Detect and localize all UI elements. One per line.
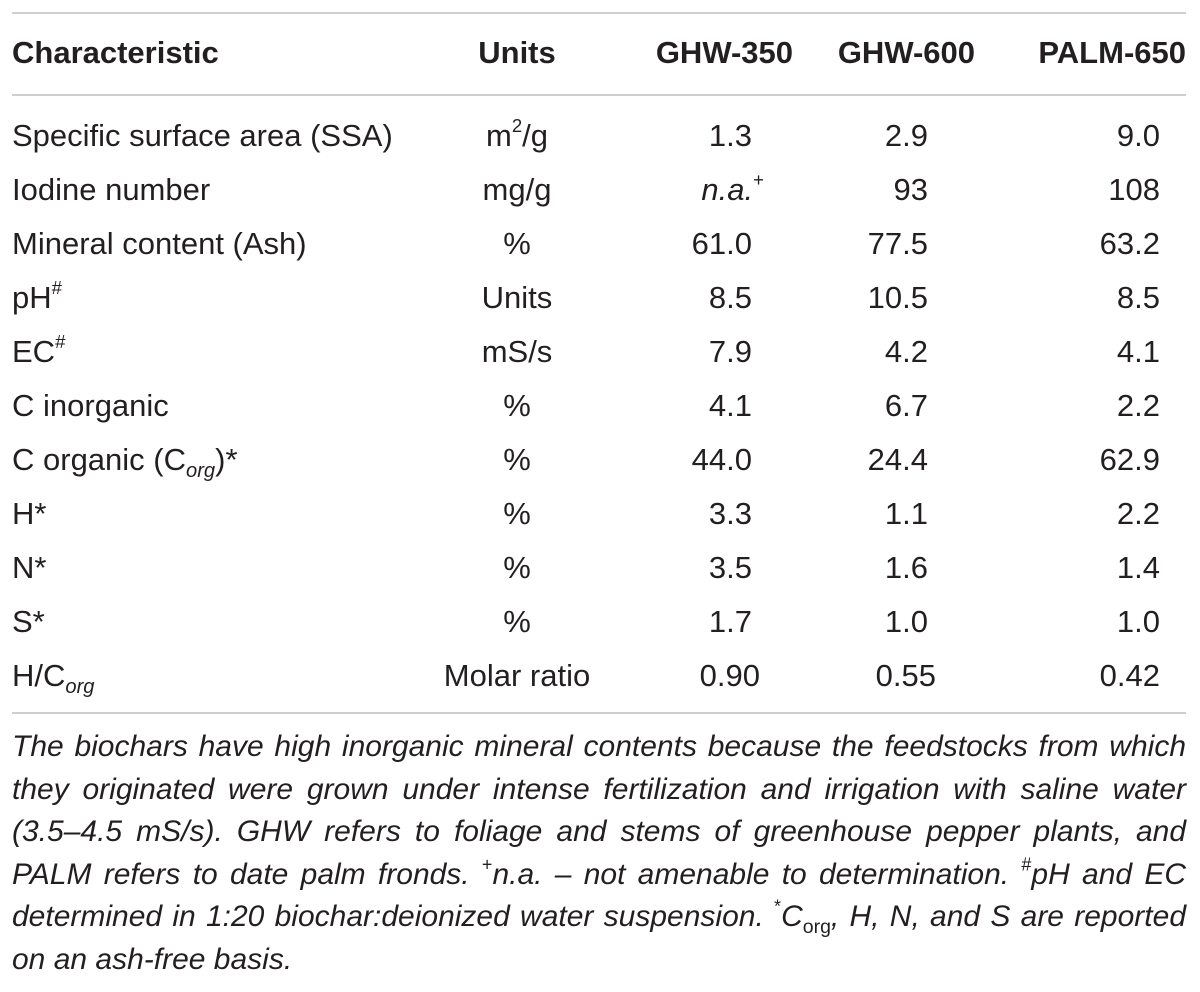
cell-units: % [503,388,531,423]
cell-ghw-350: 61.0 [691,226,752,261]
cell-palm-650: 8.5 [1116,280,1160,315]
cell-ghw-350: 8.5 [708,280,752,315]
table-row [12,379,1186,433]
cell-characteristic: S* [12,604,45,639]
cell-units: % [503,604,531,639]
cell-palm-650: 108 [1108,172,1160,207]
table-row [12,595,1186,649]
cell-characteristic: H* [12,496,47,531]
cell-ghw-350: 3.3 [708,496,752,531]
cell-palm-650: 9.0 [1116,118,1160,153]
cell-ghw-600: 2.9 [884,118,928,153]
cell-characteristic: $H/C_{org}$ [12,658,95,699]
cell-characteristic: Iodine number [12,172,211,207]
cell-palm-650: 62.9 [1099,442,1160,477]
table-row [12,105,1186,163]
characteristics-table [12,0,1186,703]
cell-palm-650: 1.4 [1116,550,1160,585]
cell-characteristic: Specific surface area (SSA) [12,118,393,153]
cell-ghw-600: 4.2 [884,334,928,369]
cell-units: Molar ratio [443,658,591,693]
cell-ghw-600: 1.0 [884,604,928,639]
cell-ghw-350: 3.5 [708,550,752,585]
table-row [12,217,1186,271]
cell-ghw-600: 77.5 [867,226,928,261]
cell-ghw-350: 1.3 [708,118,752,153]
cell-palm-650: 2.2 [1116,496,1160,531]
cell-characteristic: C inorganic [12,388,169,423]
cell-units: % [503,442,531,477]
cell-ghw-350: 1.7 [708,604,752,639]
cell-ghw-350: n.a.+ [701,169,764,207]
cell-palm-650: 1.0 [1116,604,1160,639]
header-characteristic: Characteristic [12,34,219,70]
table-row [12,649,1186,703]
cell-units: % [503,550,531,585]
cell-units: % [503,496,531,531]
table-row [12,325,1186,379]
cell-ghw-350: 4.1 [708,388,752,423]
cell-characteristic: pH# [12,277,62,315]
cell-ghw-600: 1.6 [884,550,928,585]
table-footnote: The biochars have high inorganic mineral contents because the feedstocks from which they originated were grown under intense fertilization and irrigation with saline water (3.5–4.5 mS/s). GHW refers to foliage and stems of greenhouse pepper plants, and PALM refers to date palm fronds. +n.a. – not amenable to determination. #pH and EC determined in 1:20 biochar:deionized water suspension. $^*C_{org}$, H, N, and S are reported on an ash-free basis. [12,730,1187,976]
cell-ghw-350: 7.9 [708,334,752,369]
cell-characteristic: Mineral content (Ash) [12,226,307,261]
table-row [12,433,1186,487]
cell-ghw-600: 1.1 [884,496,928,531]
table-row [12,541,1186,595]
cell-palm-650: 0.42 [1099,658,1160,693]
cell-units: Units [481,280,553,315]
header-ghw-600: GHW-600 [837,34,975,70]
cell-ghw-350: 0.90 [699,658,760,693]
table-row [12,487,1186,541]
cell-ghw-600: 6.7 [884,388,928,423]
header-row [12,0,1186,105]
table-row [12,271,1186,325]
header-palm-650: PALM-650 [1038,34,1186,70]
cell-characteristic: EC# [12,331,66,369]
cell-units: mg/g [482,172,552,207]
bottom-rule [12,712,1186,714]
cell-ghw-600: 24.4 [867,442,928,477]
cell-palm-650: 63.2 [1099,226,1160,261]
table-row [12,163,1186,217]
cell-units: mS/s [481,334,553,369]
cell-units: $m^2/g$ [485,115,549,153]
cell-units: % [503,226,531,261]
cell-ghw-600: 93 [893,172,928,207]
cell-ghw-600: 0.55 [875,658,936,693]
header-units: Units [478,34,556,70]
cell-palm-650: 2.2 [1116,388,1160,423]
cell-characteristic: C organic $(C_{org})*$ [12,442,238,483]
header-ghw-350: GHW-350 [655,34,793,70]
cell-palm-650: 4.1 [1116,334,1160,369]
cell-characteristic: N* [12,550,47,585]
cell-ghw-600: 10.5 [867,280,928,315]
cell-ghw-350: 44.0 [691,442,752,477]
